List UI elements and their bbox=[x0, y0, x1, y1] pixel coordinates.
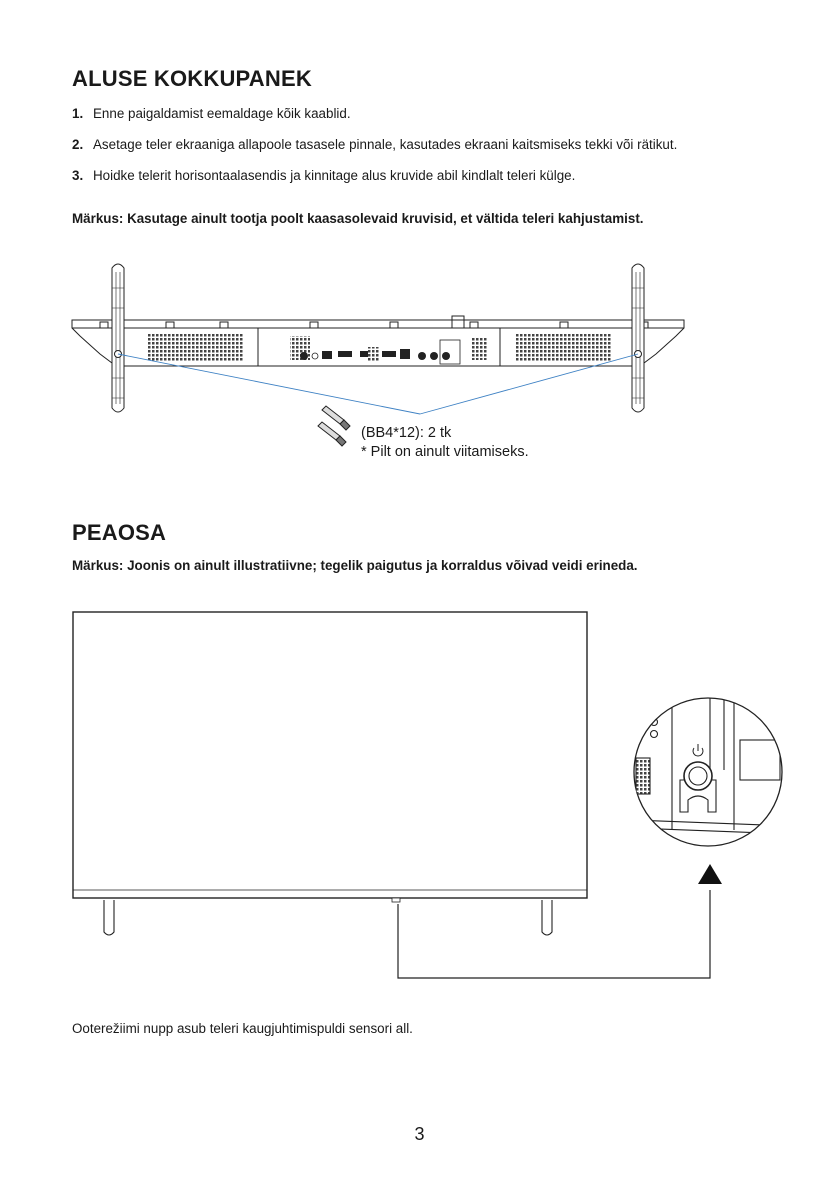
step-number: 3. bbox=[72, 168, 84, 183]
arrow-up-icon bbox=[698, 864, 722, 884]
illustration-note: Märkus: Joonis on ainult illustratiivne; tegelik paigutus ja korraldus võivad veidi erineda. bbox=[72, 558, 638, 573]
reference-note: * Pilt on ainult viitamiseks. bbox=[361, 444, 529, 460]
step-number: 2. bbox=[72, 137, 84, 152]
assembly-note: Märkus: Kasutage ainult tootja poolt kaasasolevaid kruvisid, et vältida teleri kahjustamist. bbox=[72, 211, 644, 226]
list-item bbox=[72, 137, 792, 168]
assembly-steps bbox=[72, 106, 792, 199]
section-title-main-unit: PEAOSA bbox=[72, 520, 167, 545]
screw-spec: (BB4*12): 2 tk bbox=[361, 425, 452, 441]
list-item bbox=[72, 168, 792, 199]
step-text: Hoidke telerit horisontaalasendis ja kinnitage alus kruvide abil kindlalt teleri külge. bbox=[93, 168, 576, 183]
page-number: 3 bbox=[414, 1124, 425, 1144]
step-number: 1. bbox=[72, 106, 84, 121]
standby-caption: Ooterežiimi nupp asub teleri kaugjuhtimispuldi sensori all. bbox=[72, 1021, 413, 1036]
step-text: Asetage teler ekraaniga allapoole tasasele pinnale, kasutades ekraani kaitsmiseks tekki või rätikut. bbox=[93, 137, 678, 152]
power-button-closeup bbox=[634, 690, 790, 846]
step-text: Enne paigaldamist eemaldage kõik kaablid. bbox=[93, 106, 351, 121]
list-item bbox=[72, 106, 792, 137]
tv-front-diagram bbox=[60, 600, 800, 990]
section-title-assembly: ALUSE KOKKUPANEK bbox=[72, 66, 312, 91]
screw-icon bbox=[318, 406, 350, 446]
